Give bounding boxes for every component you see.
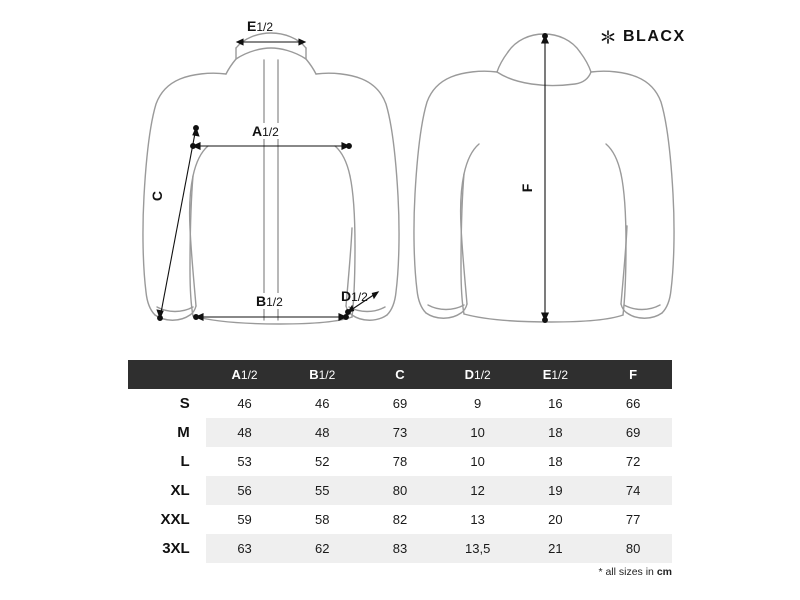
row-size-l: L [128,447,206,476]
cell-m-a: 48 [206,418,284,447]
label-a-half: A1/2 [246,123,285,139]
measurement-arrows [157,34,548,323]
cell-s-f: 66 [594,389,672,418]
table-row [128,389,672,418]
cell-l-c: 78 [361,447,439,476]
footnote-unit: cm [656,566,672,578]
back-view-outline [414,34,674,322]
cell-m-f: 69 [594,418,672,447]
size-table-wrapper [128,360,672,563]
table-body [128,389,672,563]
brand-name: BLACX [623,28,686,45]
label-d-half: D1/2 [341,288,368,304]
cell-s-c: 69 [361,389,439,418]
table-header [128,360,672,389]
table-row [128,534,672,563]
row-size-3xl: 3XL [128,534,206,563]
label-b-half: B1/2 [250,293,289,309]
cell-l-b: 52 [283,447,361,476]
table-row [128,418,672,447]
size-table [128,360,672,563]
cell-xl-b: 55 [283,476,361,505]
cell-3xl-e: 21 [517,534,595,563]
cell-xl-e: 19 [517,476,595,505]
row-size-s: S [128,389,206,418]
col-d-half: D1/2 [439,360,517,389]
cell-l-a: 53 [206,447,284,476]
cell-l-f: 72 [594,447,672,476]
cell-3xl-c: 83 [361,534,439,563]
cell-3xl-a: 63 [206,534,284,563]
label-f: F [519,183,535,193]
col-f: F [594,360,672,389]
cell-xxl-c: 82 [361,505,439,534]
table-row [128,447,672,476]
cell-m-c: 73 [361,418,439,447]
label-c: C [149,190,165,202]
footnote-prefix: * all sizes in [598,566,657,578]
cell-l-d: 10 [439,447,517,476]
cell-xl-d: 12 [439,476,517,505]
cell-3xl-f: 80 [594,534,672,563]
row-size-m: M [128,418,206,447]
row-size-xxl: XXL [128,505,206,534]
cell-xl-a: 56 [206,476,284,505]
cell-m-d: 10 [439,418,517,447]
cell-s-b: 46 [283,389,361,418]
cell-3xl-d: 13,5 [439,534,517,563]
cell-xl-c: 80 [361,476,439,505]
cell-m-b: 48 [283,418,361,447]
row-size-xl: XL [128,476,206,505]
units-footnote [128,566,672,578]
col-a-half: A1/2 [206,360,284,389]
cell-xxl-e: 20 [517,505,595,534]
col-c: C [361,360,439,389]
front-view-outline [143,33,399,324]
cell-xl-f: 74 [594,476,672,505]
cell-l-e: 18 [517,447,595,476]
table-corner-cell [128,360,206,389]
col-b-half: B1/2 [283,360,361,389]
cell-s-d: 9 [439,389,517,418]
cell-3xl-b: 62 [283,534,361,563]
cell-s-a: 46 [206,389,284,418]
cell-xxl-b: 58 [283,505,361,534]
label-e-half: E1/2 [247,18,274,34]
table-header-row [128,360,672,389]
table-row [128,476,672,505]
cell-s-e: 16 [517,389,595,418]
cell-xxl-a: 59 [206,505,284,534]
cell-xxl-d: 13 [439,505,517,534]
cell-xxl-f: 77 [594,505,672,534]
cell-m-e: 18 [517,418,595,447]
col-e-half: E1/2 [517,360,595,389]
table-row [128,505,672,534]
